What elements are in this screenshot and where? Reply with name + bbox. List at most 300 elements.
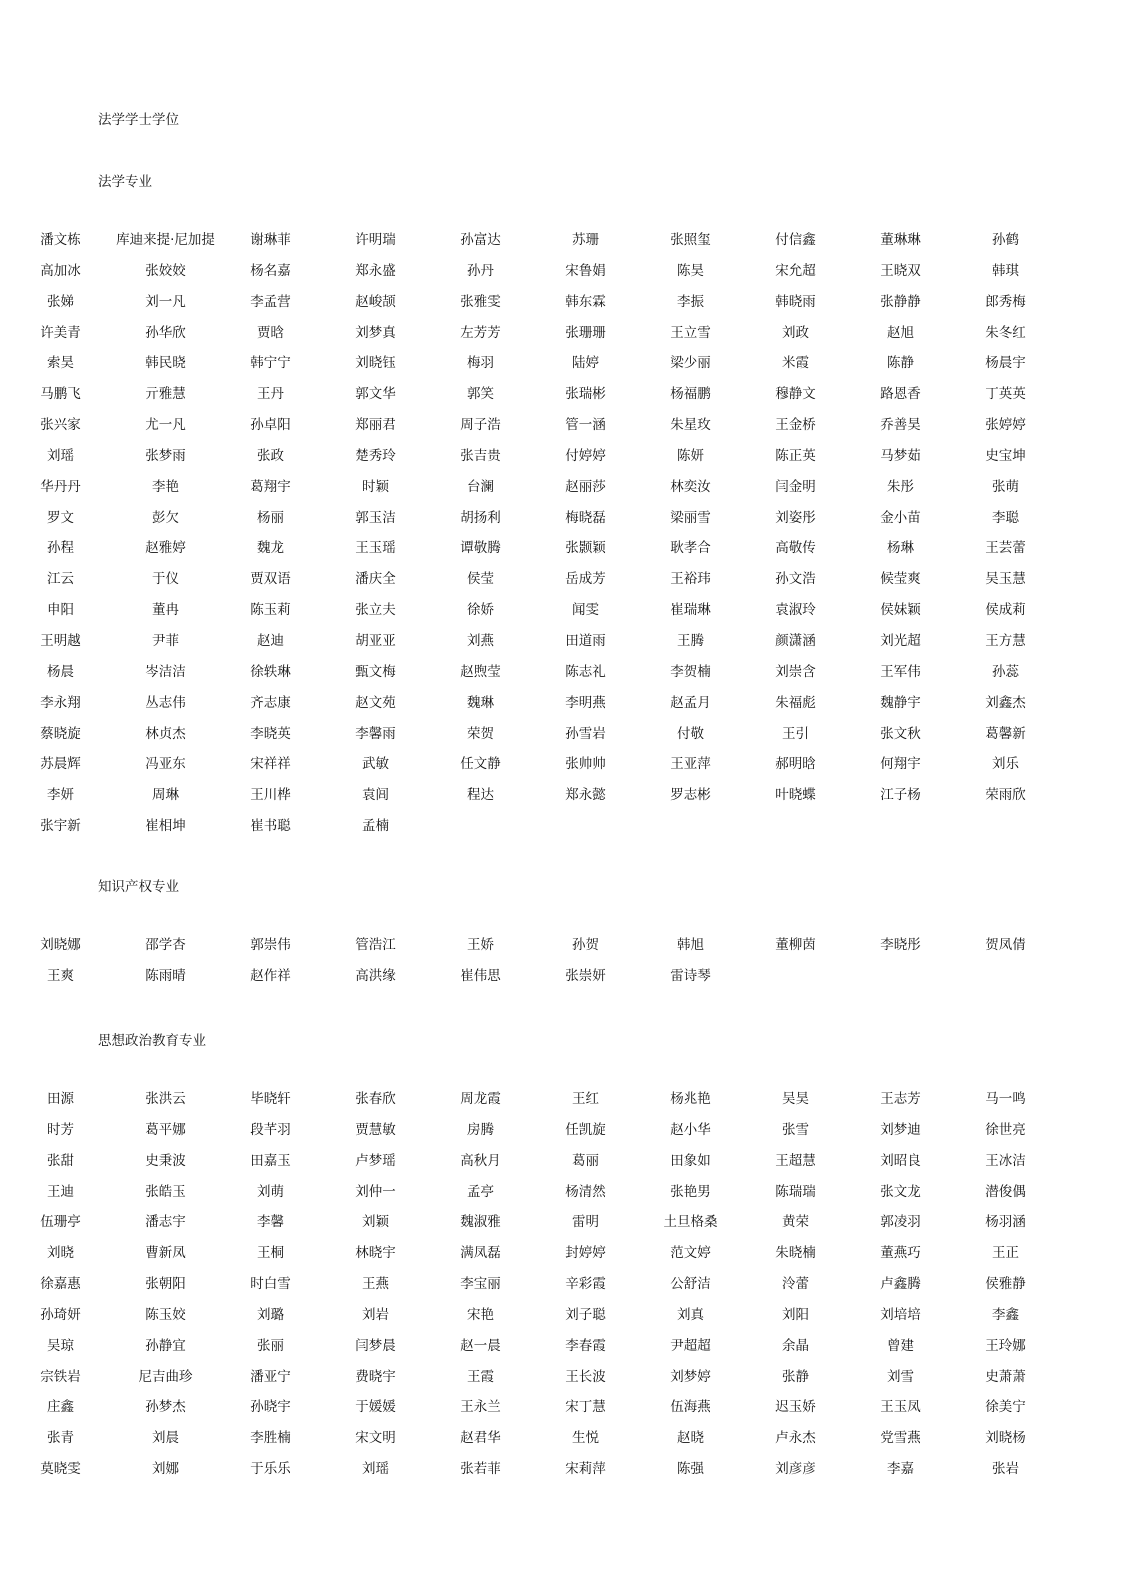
graduate-name: 张姣姣 bbox=[145, 262, 186, 279]
graduate-name: 段芊羽 bbox=[250, 1121, 291, 1138]
graduate-name: 宋鲁娟 bbox=[565, 262, 606, 279]
graduate-name: 王晓双 bbox=[880, 262, 921, 279]
graduate-name: 李馨雨 bbox=[355, 725, 396, 742]
graduate-name: 生悦 bbox=[572, 1430, 599, 1447]
graduate-name: 刘璐 bbox=[257, 1306, 284, 1323]
graduate-name: 梁丽雪 bbox=[670, 509, 711, 526]
graduate-name: 张颢颖 bbox=[565, 540, 606, 557]
graduate-name: 庄鑫 bbox=[47, 1399, 74, 1416]
graduate-name: 张岩 bbox=[992, 1461, 1019, 1478]
graduate-name: 杨丽 bbox=[257, 509, 284, 526]
graduate-name: 丛志伟 bbox=[145, 694, 186, 711]
graduate-name: 王冰洁 bbox=[985, 1152, 1026, 1169]
graduate-name: 徐嘉惠 bbox=[40, 1276, 81, 1293]
graduate-name: 孙雪岩 bbox=[565, 725, 606, 742]
graduate-name: 申阳 bbox=[47, 602, 74, 619]
graduate-name: 张吉贵 bbox=[460, 447, 501, 464]
graduate-name: 徐轶琳 bbox=[250, 663, 291, 680]
graduate-name: 侯莹 bbox=[467, 571, 494, 588]
graduate-name: 高洪缘 bbox=[355, 967, 396, 984]
graduate-name: 郭玉洁 bbox=[355, 509, 396, 526]
graduate-name: 张丽 bbox=[257, 1337, 284, 1354]
graduate-name: 范文婷 bbox=[670, 1245, 711, 1262]
graduate-name: 葛丽 bbox=[572, 1152, 599, 1169]
graduate-name: 王方慧 bbox=[985, 632, 1026, 649]
graduate-name: 毕晓轩 bbox=[250, 1091, 291, 1107]
graduate-name: 王永兰 bbox=[460, 1399, 501, 1416]
graduate-name: 郑永盛 bbox=[355, 262, 396, 279]
degree-title: 法学学士学位 bbox=[98, 112, 179, 128]
graduate-name: 闫金明 bbox=[775, 478, 816, 495]
graduate-name: 李馨 bbox=[257, 1214, 284, 1231]
graduate-name: 袁闾 bbox=[362, 787, 389, 804]
graduate-name: 赵孟月 bbox=[670, 694, 711, 711]
name-grid-ip bbox=[8, 930, 1058, 992]
graduate-name: 郭凌羽 bbox=[880, 1214, 921, 1231]
graduate-name: 孟楠 bbox=[362, 818, 389, 835]
graduate-name: 尹超超 bbox=[670, 1337, 711, 1354]
graduate-name: 杨琳 bbox=[887, 540, 914, 557]
graduate-name: 张甜 bbox=[47, 1152, 74, 1169]
graduate-name: 袁淑玲 bbox=[775, 602, 816, 619]
graduate-name: 宋祥祥 bbox=[250, 756, 291, 773]
graduate-name: 王引 bbox=[782, 725, 809, 742]
graduate-name: 孙华欣 bbox=[145, 324, 186, 341]
graduate-name: 林晓宇 bbox=[355, 1245, 396, 1262]
graduate-name: 宋允超 bbox=[775, 262, 816, 279]
graduate-name: 刘梦真 bbox=[355, 324, 396, 341]
graduate-name: 梅羽 bbox=[467, 355, 494, 372]
graduate-name: 孙静宜 bbox=[145, 1337, 186, 1354]
graduate-name: 张照玺 bbox=[670, 232, 711, 248]
graduate-name: 刘晓娜 bbox=[40, 937, 81, 953]
graduate-name: 崔书聪 bbox=[250, 818, 291, 835]
graduate-name: 葛翔宇 bbox=[250, 478, 291, 495]
graduate-name: 郭笑 bbox=[467, 386, 494, 403]
graduate-name: 江子杨 bbox=[880, 787, 921, 804]
graduate-name: 郎秀梅 bbox=[985, 293, 1026, 310]
graduate-name: 刘梦迪 bbox=[880, 1121, 921, 1138]
graduate-name: 张若菲 bbox=[460, 1461, 501, 1478]
graduate-name: 宋艳 bbox=[467, 1306, 494, 1323]
graduate-name: 江云 bbox=[47, 571, 74, 588]
graduate-name: 潘文栋 bbox=[40, 232, 81, 248]
graduate-name: 周琳 bbox=[152, 787, 179, 804]
graduate-name: 梁少丽 bbox=[670, 355, 711, 372]
graduate-name: 李春霞 bbox=[565, 1337, 606, 1354]
graduate-name: 张政 bbox=[257, 447, 284, 464]
graduate-name: 张洪云 bbox=[145, 1091, 186, 1107]
graduate-name: 张静静 bbox=[880, 293, 921, 310]
graduate-name: 刘阳 bbox=[782, 1306, 809, 1323]
graduate-name: 杨福鹏 bbox=[670, 386, 711, 403]
graduate-name: 罗志彬 bbox=[670, 787, 711, 804]
graduate-name: 侯雅静 bbox=[985, 1276, 1026, 1293]
graduate-name: 李晓英 bbox=[250, 725, 291, 742]
graduate-name: 刘岩 bbox=[362, 1306, 389, 1323]
graduate-name: 侯妹颖 bbox=[880, 602, 921, 619]
graduate-name: 刘鑫杰 bbox=[985, 694, 1026, 711]
graduate-name: 党雪燕 bbox=[880, 1430, 921, 1447]
graduate-name: 宗铁岩 bbox=[40, 1368, 81, 1385]
graduate-name: 张艳男 bbox=[670, 1183, 711, 1200]
graduate-name: 韩琪 bbox=[992, 262, 1019, 279]
graduate-name: 刘真 bbox=[677, 1306, 704, 1323]
graduate-name: 田道雨 bbox=[565, 632, 606, 649]
graduate-name: 张立夫 bbox=[355, 602, 396, 619]
graduate-name: 黄荣 bbox=[782, 1214, 809, 1231]
graduate-name: 王军伟 bbox=[880, 663, 921, 680]
graduate-name: 李聪 bbox=[992, 509, 1019, 526]
graduate-name: 林奕汝 bbox=[670, 478, 711, 495]
graduate-name: 胡扬利 bbox=[460, 509, 501, 526]
graduate-name: 魏静宇 bbox=[880, 694, 921, 711]
graduate-name: 刘昭良 bbox=[880, 1152, 921, 1169]
graduate-name: 张婷婷 bbox=[985, 417, 1026, 434]
graduate-name: 李明燕 bbox=[565, 694, 606, 711]
graduate-name: 荣雨欣 bbox=[985, 787, 1026, 804]
graduate-name: 潘亚宁 bbox=[250, 1368, 291, 1385]
graduate-name: 魏琳 bbox=[467, 694, 494, 711]
graduate-name: 赵君华 bbox=[460, 1430, 501, 1447]
graduate-name: 赵丽莎 bbox=[565, 478, 606, 495]
graduate-name: 高加冰 bbox=[40, 262, 81, 279]
graduate-name: 迟玉娇 bbox=[775, 1399, 816, 1416]
graduate-name: 耿孝合 bbox=[670, 540, 711, 557]
graduate-name: 王玉凤 bbox=[880, 1399, 921, 1416]
graduate-name: 赵旭 bbox=[887, 324, 914, 341]
graduate-name: 田象如 bbox=[670, 1152, 711, 1169]
graduate-name: 李永翔 bbox=[40, 694, 81, 711]
graduate-name: 陈昊 bbox=[677, 262, 704, 279]
graduate-name: 王亚萍 bbox=[670, 756, 711, 773]
graduate-name: 余晶 bbox=[782, 1337, 809, 1354]
graduate-name: 潘志宇 bbox=[145, 1214, 186, 1231]
graduate-name: 彭欠 bbox=[152, 509, 179, 526]
graduate-name: 王长波 bbox=[565, 1368, 606, 1385]
graduate-name: 王志芳 bbox=[880, 1091, 921, 1107]
graduate-name: 史萧萧 bbox=[985, 1368, 1026, 1385]
graduate-name: 张梦雨 bbox=[145, 447, 186, 464]
graduate-name: 胡亚亚 bbox=[355, 632, 396, 649]
graduate-name: 葛平娜 bbox=[145, 1121, 186, 1138]
graduate-name: 何翔宇 bbox=[880, 756, 921, 773]
graduate-name: 岳成芳 bbox=[565, 571, 606, 588]
graduate-name: 孙文浩 bbox=[775, 571, 816, 588]
graduate-name: 候莹爽 bbox=[880, 571, 921, 588]
graduate-name: 李贺楠 bbox=[670, 663, 711, 680]
graduate-name: 公舒洁 bbox=[670, 1276, 711, 1293]
graduate-name: 刘瑶 bbox=[47, 447, 74, 464]
graduate-name: 刘一凡 bbox=[145, 293, 186, 310]
graduate-name: 付信鑫 bbox=[775, 232, 816, 248]
graduate-name: 张文秋 bbox=[880, 725, 921, 742]
graduate-name: 孙蕊 bbox=[992, 663, 1019, 680]
graduate-name: 董冉 bbox=[152, 602, 179, 619]
graduate-name: 刘光超 bbox=[880, 632, 921, 649]
graduate-name: 朱冬红 bbox=[985, 324, 1026, 341]
graduate-name: 卢永杰 bbox=[775, 1430, 816, 1447]
graduate-name: 林贞杰 bbox=[145, 725, 186, 742]
graduate-name: 王川桦 bbox=[250, 787, 291, 804]
graduate-name: 乔善昊 bbox=[880, 417, 921, 434]
graduate-name: 伍海燕 bbox=[670, 1399, 711, 1416]
section-title-politics: 思想政治教育专业 bbox=[98, 1033, 206, 1049]
graduate-name: 陆婷 bbox=[572, 355, 599, 372]
graduate-name: 张萌 bbox=[992, 478, 1019, 495]
graduate-name: 楚秀玲 bbox=[355, 447, 396, 464]
graduate-name: 王迪 bbox=[47, 1183, 74, 1200]
graduate-name: 崔伟思 bbox=[460, 967, 501, 984]
graduate-name: 王丹 bbox=[257, 386, 284, 403]
graduate-name: 梅晓磊 bbox=[565, 509, 606, 526]
graduate-name: 陈强 bbox=[677, 1461, 704, 1478]
graduate-name: 李振 bbox=[677, 293, 704, 310]
graduate-name: 刘萌 bbox=[257, 1183, 284, 1200]
graduate-name: 张雅雯 bbox=[460, 293, 501, 310]
graduate-name: 苏晨辉 bbox=[40, 756, 81, 773]
graduate-name: 田嘉玉 bbox=[250, 1152, 291, 1169]
graduate-name: 土旦格桑 bbox=[663, 1214, 718, 1231]
graduate-name: 张静 bbox=[782, 1368, 809, 1385]
graduate-name: 张宇新 bbox=[40, 818, 81, 835]
graduate-name: 朱彤 bbox=[887, 478, 914, 495]
graduate-name: 陈玉莉 bbox=[250, 602, 291, 619]
graduate-name: 谢琳菲 bbox=[250, 232, 291, 248]
graduate-name: 辛彩霞 bbox=[565, 1276, 606, 1293]
graduate-name: 张珊珊 bbox=[565, 324, 606, 341]
section-title-law: 法学专业 bbox=[98, 174, 152, 190]
graduate-name: 付婷婷 bbox=[565, 447, 606, 464]
graduate-name: 时颖 bbox=[362, 478, 389, 495]
graduate-name: 陈玉姣 bbox=[145, 1306, 186, 1323]
graduate-name: 宋莉萍 bbox=[565, 1461, 606, 1478]
graduate-name: 李孟营 bbox=[250, 293, 291, 310]
graduate-name: 孙琦妍 bbox=[40, 1306, 81, 1323]
graduate-name: 韩旭 bbox=[677, 937, 704, 953]
graduate-name: 崔相坤 bbox=[145, 818, 186, 835]
graduate-name: 刘崇含 bbox=[775, 663, 816, 680]
graduate-name: 杨兆艳 bbox=[670, 1091, 711, 1107]
graduate-name: 吴玉慧 bbox=[985, 571, 1026, 588]
graduate-name: 赵雅婷 bbox=[145, 540, 186, 557]
graduate-name: 韩宁宁 bbox=[250, 355, 291, 372]
graduate-name: 杨羽涵 bbox=[985, 1214, 1026, 1231]
graduate-name: 蔡晓旋 bbox=[40, 725, 81, 742]
graduate-name: 孙晓宇 bbox=[250, 1399, 291, 1416]
graduate-name: 孙贺 bbox=[572, 937, 599, 953]
graduate-name: 张崇妍 bbox=[565, 967, 606, 984]
graduate-name: 张青 bbox=[47, 1430, 74, 1447]
graduate-name: 潜俊偶 bbox=[985, 1183, 1026, 1200]
graduate-name: 王燕 bbox=[362, 1276, 389, 1293]
graduate-name: 穆静文 bbox=[775, 386, 816, 403]
graduate-name: 于乐乐 bbox=[250, 1461, 291, 1478]
graduate-name: 满凤磊 bbox=[460, 1245, 501, 1262]
graduate-name: 许美青 bbox=[40, 324, 81, 341]
graduate-name: 雷诗琴 bbox=[670, 967, 711, 984]
graduate-name: 李鑫 bbox=[992, 1306, 1019, 1323]
graduate-name: 王裕玮 bbox=[670, 571, 711, 588]
graduate-name: 王桐 bbox=[257, 1245, 284, 1262]
graduate-name: 孙鹤 bbox=[992, 232, 1019, 248]
graduate-name: 齐志康 bbox=[250, 694, 291, 711]
graduate-name: 库迪来提·尼加提 bbox=[116, 232, 215, 248]
graduate-name: 米霞 bbox=[782, 355, 809, 372]
graduate-name: 尹菲 bbox=[152, 632, 179, 649]
graduate-name: 刘燕 bbox=[467, 632, 494, 649]
graduate-name: 孟亭 bbox=[467, 1183, 494, 1200]
graduate-name: 刘晓 bbox=[47, 1245, 74, 1262]
graduate-name: 杨晨宇 bbox=[985, 355, 1026, 372]
graduate-name: 朱星玫 bbox=[670, 417, 711, 434]
graduate-name: 邵学杏 bbox=[145, 937, 186, 953]
graduate-name: 徐美宁 bbox=[985, 1399, 1026, 1416]
graduate-name: 朱福彪 bbox=[775, 694, 816, 711]
graduate-name: 许明瑞 bbox=[355, 232, 396, 248]
name-grid-law bbox=[8, 225, 1058, 842]
graduate-name: 马鹏飞 bbox=[40, 386, 81, 403]
graduate-name: 刘雪 bbox=[887, 1368, 914, 1385]
graduate-name: 刘培培 bbox=[880, 1306, 921, 1323]
graduate-name: 王玉瑶 bbox=[355, 540, 396, 557]
graduate-name: 赵晓 bbox=[677, 1430, 704, 1447]
graduate-name: 曹新凤 bbox=[145, 1245, 186, 1262]
graduate-name: 韩晓雨 bbox=[775, 293, 816, 310]
graduate-name: 雷明 bbox=[572, 1214, 599, 1231]
graduate-name: 陈瑞瑞 bbox=[775, 1183, 816, 1200]
graduate-name: 刘姿彤 bbox=[775, 509, 816, 526]
graduate-name: 王玲娜 bbox=[985, 1337, 1026, 1354]
graduate-name: 刘子聪 bbox=[565, 1306, 606, 1323]
graduate-name: 张朝阳 bbox=[145, 1276, 186, 1293]
graduate-name: 王芸蕾 bbox=[985, 540, 1026, 557]
graduate-name: 时芳 bbox=[47, 1121, 74, 1138]
graduate-name: 房腾 bbox=[467, 1121, 494, 1138]
graduate-name: 郑永懿 bbox=[565, 787, 606, 804]
graduate-name: 费晓宇 bbox=[355, 1368, 396, 1385]
graduate-name: 吴琼 bbox=[47, 1337, 74, 1354]
graduate-name: 尤一凡 bbox=[145, 417, 186, 434]
graduate-name: 郭崇伟 bbox=[250, 937, 291, 953]
graduate-name: 李妍 bbox=[47, 787, 74, 804]
name-grid-politics bbox=[8, 1084, 1058, 1485]
graduate-name: 程达 bbox=[467, 787, 494, 804]
graduate-name: 管浩江 bbox=[355, 937, 396, 953]
graduate-name: 武敏 bbox=[362, 756, 389, 773]
graduate-name: 台澜 bbox=[467, 478, 494, 495]
graduate-name: 刘晓钰 bbox=[355, 355, 396, 372]
graduate-name: 葛馨新 bbox=[985, 725, 1026, 742]
graduate-name: 宋丁慧 bbox=[565, 1399, 606, 1416]
graduate-name: 孙丹 bbox=[467, 262, 494, 279]
graduate-name: 张皓玉 bbox=[145, 1183, 186, 1200]
graduate-name: 叶晓蝶 bbox=[775, 787, 816, 804]
graduate-name: 苏珊 bbox=[572, 232, 599, 248]
graduate-name: 刘乐 bbox=[992, 756, 1019, 773]
graduate-name: 孙富达 bbox=[460, 232, 501, 248]
graduate-name: 李宝丽 bbox=[460, 1276, 501, 1293]
graduate-name: 张兴家 bbox=[40, 417, 81, 434]
graduate-name: 杨名嘉 bbox=[250, 262, 291, 279]
graduate-name: 郭文华 bbox=[355, 386, 396, 403]
graduate-name: 卢梦瑶 bbox=[355, 1152, 396, 1169]
graduate-name: 刘梦婷 bbox=[670, 1368, 711, 1385]
graduate-name: 韩东霖 bbox=[565, 293, 606, 310]
graduate-name: 张春欣 bbox=[355, 1091, 396, 1107]
graduate-name: 贺凤倩 bbox=[985, 937, 1026, 953]
graduate-name: 谭敬腾 bbox=[460, 540, 501, 557]
graduate-name: 董琳琳 bbox=[880, 232, 921, 248]
graduate-name: 闻雯 bbox=[572, 602, 599, 619]
graduate-name: 马一鸣 bbox=[985, 1091, 1026, 1107]
graduate-name: 郑丽君 bbox=[355, 417, 396, 434]
graduate-name: 李嘉 bbox=[887, 1461, 914, 1478]
graduate-name: 贾晗 bbox=[257, 324, 284, 341]
graduate-name: 尼吉曲珍 bbox=[138, 1368, 193, 1385]
graduate-name: 杨晨 bbox=[47, 663, 74, 680]
graduate-name: 陈正英 bbox=[775, 447, 816, 464]
graduate-name: 赵小华 bbox=[670, 1121, 711, 1138]
graduate-name: 王立雪 bbox=[670, 324, 711, 341]
graduate-name: 管一涵 bbox=[565, 417, 606, 434]
graduate-name: 潘庆全 bbox=[355, 571, 396, 588]
graduate-name: 左芳芳 bbox=[460, 324, 501, 341]
graduate-name: 岑洁洁 bbox=[145, 663, 186, 680]
graduate-name: 曾建 bbox=[887, 1337, 914, 1354]
graduate-name: 丁英英 bbox=[985, 386, 1026, 403]
graduate-name: 韩民晓 bbox=[145, 355, 186, 372]
graduate-name: 史秉波 bbox=[145, 1152, 186, 1169]
graduate-name: 魏龙 bbox=[257, 540, 284, 557]
graduate-name: 王正 bbox=[992, 1245, 1019, 1262]
graduate-name: 崔瑞琳 bbox=[670, 602, 711, 619]
graduate-name: 颜潇涵 bbox=[775, 632, 816, 649]
section-title-ip: 知识产权专业 bbox=[98, 879, 179, 895]
graduate-name: 华丹丹 bbox=[40, 478, 81, 495]
graduate-name: 魏淑雅 bbox=[460, 1214, 501, 1231]
graduate-name: 赵峻颉 bbox=[355, 293, 396, 310]
graduate-name: 赵迪 bbox=[257, 632, 284, 649]
graduate-name: 张雪 bbox=[782, 1121, 809, 1138]
graduate-name: 刘颖 bbox=[362, 1214, 389, 1231]
graduate-name: 时白雪 bbox=[250, 1276, 291, 1293]
graduate-name: 赵文苑 bbox=[355, 694, 396, 711]
graduate-name: 王超慧 bbox=[775, 1152, 816, 1169]
graduate-name: 卢鑫腾 bbox=[880, 1276, 921, 1293]
graduate-name: 贾双语 bbox=[250, 571, 291, 588]
graduate-name: 任凯旋 bbox=[565, 1121, 606, 1138]
graduate-name: 陈妍 bbox=[677, 447, 704, 464]
graduate-name: 郝明晗 bbox=[775, 756, 816, 773]
graduate-name: 宋文明 bbox=[355, 1430, 396, 1447]
graduate-name: 刘晨 bbox=[152, 1430, 179, 1447]
graduate-name: 封婷婷 bbox=[565, 1245, 606, 1262]
graduate-name: 亓雅慧 bbox=[145, 386, 186, 403]
graduate-name: 索昊 bbox=[47, 355, 74, 372]
graduate-name: 莫晓雯 bbox=[40, 1461, 81, 1478]
graduate-name: 史宝坤 bbox=[985, 447, 1026, 464]
graduate-name: 任文静 bbox=[460, 756, 501, 773]
graduate-name: 杨清然 bbox=[565, 1183, 606, 1200]
graduate-name: 赵一晨 bbox=[460, 1337, 501, 1354]
graduate-name: 王明越 bbox=[40, 632, 81, 649]
graduate-name: 付敬 bbox=[677, 725, 704, 742]
graduate-name: 王爽 bbox=[47, 967, 74, 984]
graduate-name: 张文龙 bbox=[880, 1183, 921, 1200]
graduate-name: 张帅帅 bbox=[565, 756, 606, 773]
graduate-name: 荣贺 bbox=[467, 725, 494, 742]
